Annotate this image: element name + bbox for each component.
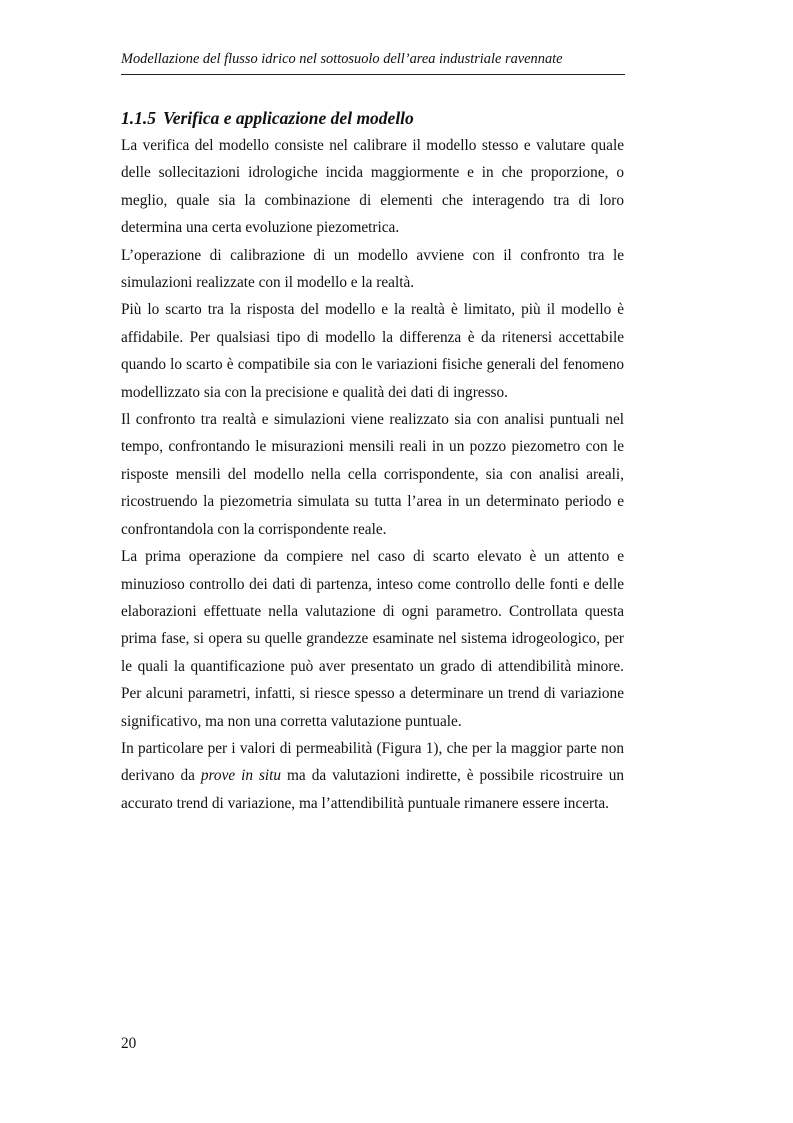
paragraph-text: In particolare per i valori di permeabilità (Figura 1), che per la maggior parte non derivano da bbox=[121, 739, 624, 785]
running-header: Modellazione del flusso idrico nel sottosuolo dell’area industriale ravennate bbox=[121, 51, 563, 67]
emphasis-text: prove in situ bbox=[200, 767, 282, 785]
paragraph: Il confronto tra realtà e simulazioni viene realizzato sia con analisi puntuali nel tempo, confrontando le misurazioni mensili reali in un pozzo piezometro con le risposte mensili del modello nella cella corrispondente, sia con analisi areali, ricostruendo la piezometria simulata su tutta l’area in un determinato periodo e confrontandola con la corrispondente reale. bbox=[121, 411, 624, 538]
section-heading bbox=[121, 107, 414, 129]
paragraph: La verifica del modello consiste nel calibrare il modello stesso e valutare quale delle sollecitazioni idrologiche incida maggiormente e in che proporzione, o meglio, quale sia la combinazione di elementi che interagendo tra di loro determina una certa evoluzione piezometrica. bbox=[121, 137, 624, 237]
body-text bbox=[121, 132, 624, 817]
paragraph bbox=[121, 735, 624, 817]
paragraph: Più lo scarto tra la risposta del modello e la realtà è limitato, più il modello è affidabile. Per qualsiasi tipo di modello la differenza è da ritenersi accettabile quando lo scarto è compatibile sia con le variazioni fisiche generali del fenomeno modellizzato sia con la precisione e qualità dei dati di ingresso. bbox=[121, 301, 624, 401]
header-rule bbox=[121, 74, 625, 75]
section-number: 1.1.5 bbox=[121, 108, 156, 128]
paragraph-text: ma da valutazioni indirette, è possibile ricostruire un accurato trend di variazione, ma l’attendibilità puntuale rimanere essere incerta. bbox=[121, 767, 624, 812]
paragraph: La prima operazione da compiere nel caso di scarto elevato è un attento e minuzioso controllo dei dati di partenza, inteso come controllo delle fonti e delle elaborazioni effettuate nella valutazione di ogni parametro. Controllata questa prima fase, si opera su quelle grandezze esaminate nel sistema idrogeologico, per le quali la quantificazione può aver presentato un grado di attendibilità minore. Per alcuni parametri, infatti, si riesce spesso a determinare un trend di variazione significativo, ma non una corretta valutazione puntuale. bbox=[121, 548, 624, 730]
section-title: Verifica e applicazione del modello bbox=[163, 108, 414, 128]
page-number: 20 bbox=[121, 1035, 137, 1052]
paragraph: L’operazione di calibrazione di un modello avviene con il confronto tra le simulazioni realizzate con il modello e la realtà. bbox=[121, 246, 624, 292]
